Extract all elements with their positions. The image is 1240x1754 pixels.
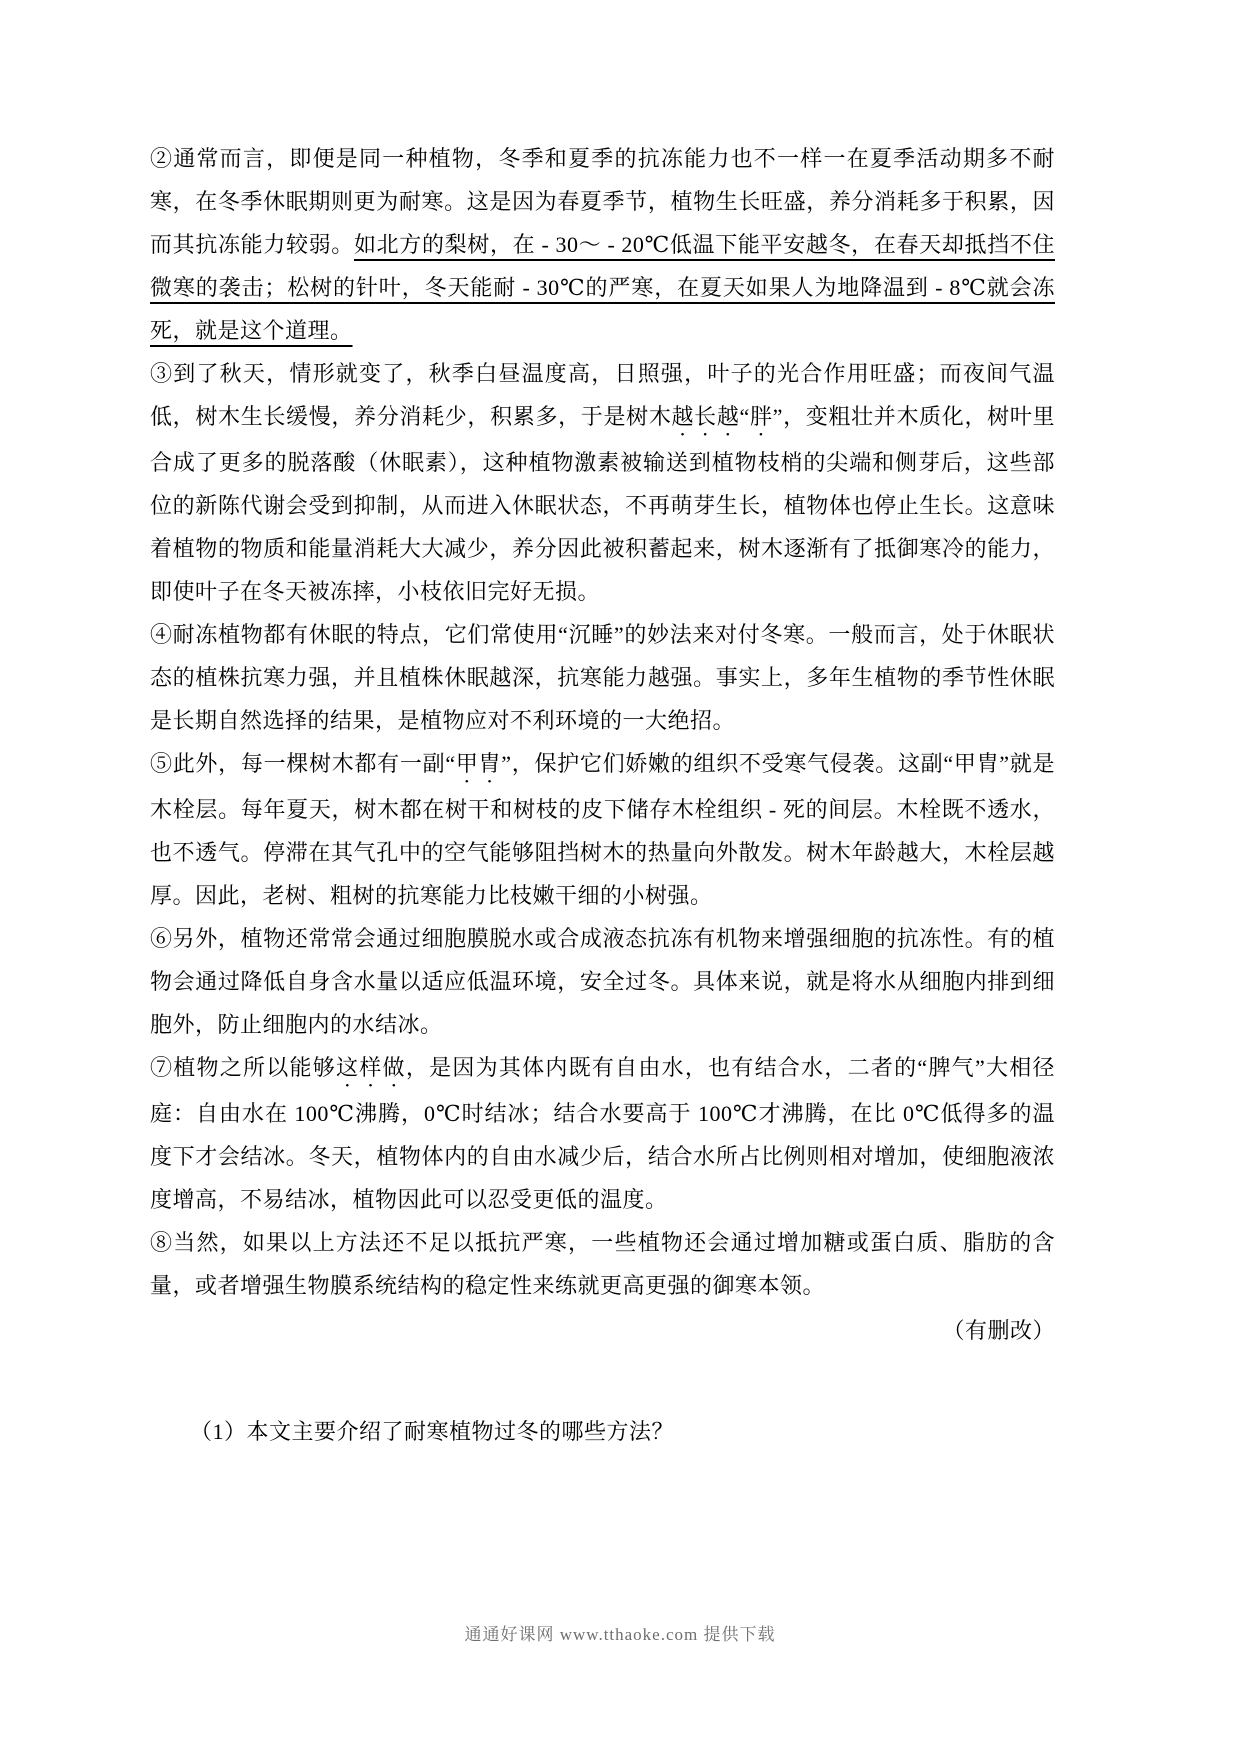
text-segment: ③到了秋天，情形就变了，秋季白昼温度高，日照强，叶子的光合作用旺盛；而夜间气温低，树木生长缓慢，养分消耗少，积累多，于是树木 (150, 361, 1055, 429)
text-segment: ⑥另外，植物还常常会通过细胞膜脱水或合成液态抗冻有机物来增强细胞的抗冻性。有的植物会通过降低自身含水量以适应低温环境，安全过冬。具体来说，就是将水从细胞内排到细胞外，防止细胞内的水结冰。 (150, 926, 1055, 1037)
passage-paragraph (150, 613, 1055, 742)
passage-paragraph (150, 1221, 1055, 1307)
passage-container (150, 137, 1055, 1453)
text-segment: 这样做 (336, 1055, 406, 1080)
text-segment: ”，保护它们娇嫩的组织不受寒气侵袭。这副“甲胄”就是木栓层。每年夏天，树木都在树干和树枝的皮下储存木栓组织 - 死的间层。木栓既不透水，也不透气。停滞在其气孔中的空气能够阻挡树木的热量向外散发。树木年龄越大，木栓层越厚。因此，老树、粗树的抗寒能力比枝嫩干细的小树强。 (150, 751, 1056, 908)
text-segment: ⑦植物之所以能够 (150, 1055, 337, 1080)
text-segment: ⑤此外，每一棵树木都有一副“ (150, 751, 456, 776)
text-segment: ②通常而言，即便是同一种植物，冬季和夏季的抗冻能力也不一样一在夏季活动期多不耐寒，在冬季休眠期则更为耐寒。这是因为春夏季节，植物生长旺盛，养分消耗多于积累，因而其抗冻能力较弱。 (150, 146, 1055, 257)
text-segment: 甲胄 (455, 751, 502, 776)
text-segment: ，变粗壮并木质化，树叶里合成了更多的脱落酸（休眠素），这种植物激素被输送到植物枝梢的尖端和侧芽后，这些部位的新陈代谢会受到抑制，从而进入休眠状态，不再萌芽生长，植物体也停止生长。这意味着植物的物质和能量消耗大大减少，养分因此被积蓄起来，树木逐渐有了抵御寒冷的能力，即使叶子在冬天被冻摔，小枝依旧完好无损。 (150, 404, 1055, 604)
text-segment: 越长越“胖” (671, 404, 783, 429)
footer-watermark: 通通好课网 www.tthaoke.com 提供下载 (464, 1625, 776, 1644)
passage-paragraph (150, 137, 1055, 352)
passage-body (150, 137, 1055, 1307)
passage-paragraph (150, 917, 1055, 1046)
passage-paragraph (150, 1046, 1055, 1221)
text-segment: ，是因为其体内既有自由水，也有结合水，二者的“脾气”大相径庭：自由水在 100℃沸腾，0℃时结冰；结合水要高于 100℃才沸腾，在比 0℃低得多的温度下才会结冰。冬天，植物体内的自由水减少后，结合水所占比例则相对增加，使细胞液浓度增高，不易结冰，植物因此可以忍受更低的温度。 (150, 1055, 1055, 1212)
text-segment: 如北方的梨树，在 - 30～ - 20℃低温下能平安越冬，在春天却抵挡不住微寒的袭击；松树的针叶，冬天能耐 - 30℃的严寒，在夏天如果人为地降温到 - 8℃就会冻死，就是这个道理。 (150, 232, 1055, 343)
passage-paragraph (150, 742, 1055, 917)
question-1: （1）本文主要介绍了耐寒植物过冬的哪些方法？ (190, 1419, 675, 1444)
text-segment: ④耐冻植物都有休眠的特点，它们常使用“沉睡”的妙法来对付冬寒。一般而言，处于休眠状态的植株抗寒力强，并且植株休眠越深，抗寒能力越强。事实上，多年生植物的季节性休眠是长期自然选择的结果，是植物应对不利环境的一大绝招。 (150, 622, 1055, 733)
text-segment: ⑧当然，如果以上方法还不足以抵抗严寒，一些植物还会通过增加糖或蛋白质、脂肪的含量，或者增强生物膜系统结构的稳定性来练就更高更强的御寒本领。 (150, 1230, 1055, 1298)
attribution-note: （有删改） (942, 1318, 1055, 1343)
passage-paragraph (150, 352, 1055, 613)
